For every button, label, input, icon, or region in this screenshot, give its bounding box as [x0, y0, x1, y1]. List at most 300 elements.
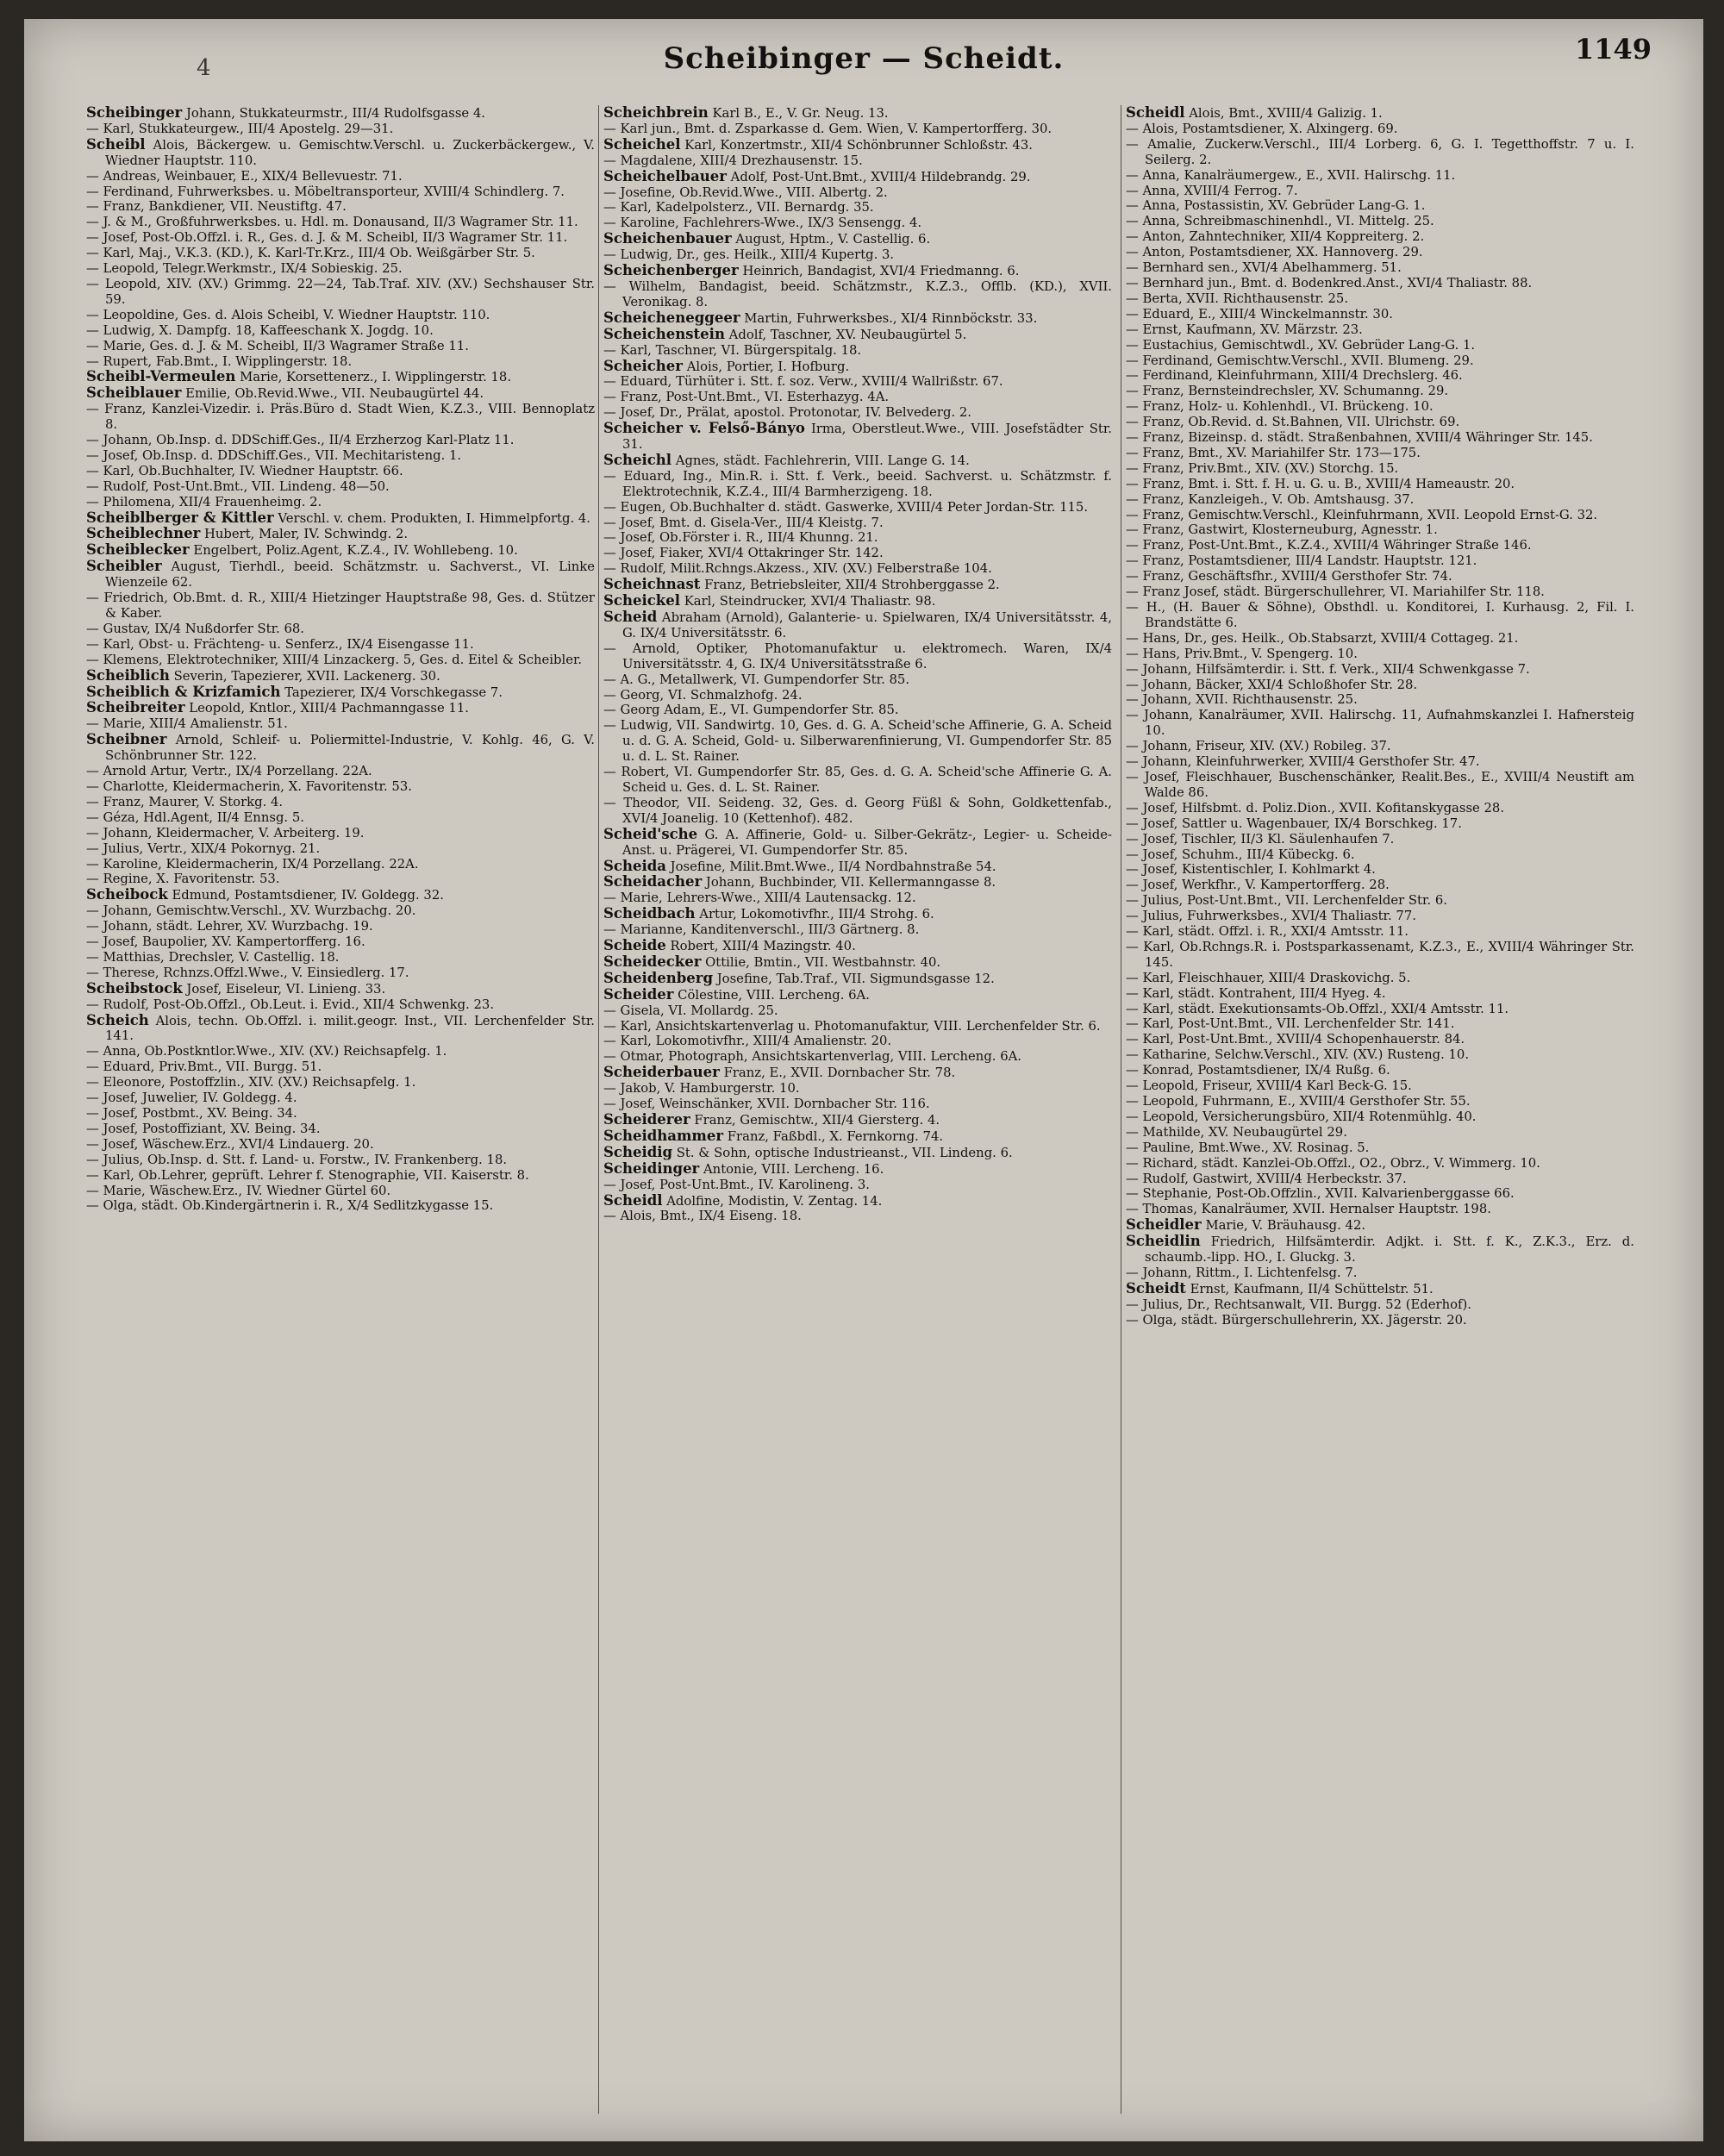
entry-details: — Johann, Hilfsämterdir. i. Stt. f. Verk., XII/4 Schwenkgasse 7. [1126, 661, 1530, 677]
directory-entry [86, 1044, 595, 1059]
directory-entry [86, 841, 595, 857]
directory-entry [603, 1161, 1112, 1178]
directory-entry [86, 997, 595, 1013]
entry-details: — Karl, städt. Kontrahent, III/4 Hyeg. 4. [1126, 985, 1386, 1001]
directory-entry [86, 323, 595, 339]
directory-entry [1126, 214, 1634, 229]
directory-entry [603, 1145, 1112, 1161]
entry-details: Josefine, Tab.Traf., VII. Sigmundsgasse 12. [716, 971, 995, 986]
directory-entry [86, 261, 595, 277]
directory-entry [603, 688, 1112, 703]
entry-details: — Johann, Kleidermacher, V. Arbeiterg. 19. [86, 825, 365, 841]
directory-entry [1126, 384, 1634, 399]
directory-entry [603, 1065, 1112, 1081]
directory-entry [86, 464, 595, 479]
entry-details: — Josef, Werkfhr., V. Kampertorfferg. 28. [1126, 878, 1390, 893]
directory-entry [603, 105, 1112, 122]
entry-details: — Karl, Ob.Lehrer, geprüft. Lehrer f. Stenographie, VII. Kaiserstr. 8. [86, 1167, 529, 1183]
entry-details: Irma, Oberstleut.Wwe., VIII. Josefstädter Str. 31. [622, 422, 1112, 453]
entry-details: — Robert, VI. Gumpendorfer Str. 85, Ges. d. G. A. Scheid'sche Affinerie G. A. Scheid u. Ges. d. L. St. Rainer. [603, 765, 1112, 795]
entry-surname: Scheichnast [603, 576, 701, 593]
directory-entry [1126, 415, 1634, 430]
directory-entry [1126, 368, 1634, 384]
directory-entry [1126, 1234, 1634, 1265]
directory-entry [86, 199, 595, 215]
directory-entry [86, 1075, 595, 1090]
directory-entry [1126, 461, 1634, 477]
entry-details: Franz, Betriebsleiter, XII/4 Strohberggasse 2. [704, 578, 1000, 593]
directory-entry [1126, 399, 1634, 415]
entry-details: — Karl, Obst- u. Frächteng- u. Senferz., IX/4 Eisengasse 11. [86, 636, 474, 652]
entry-details: Tapezierer, IX/4 Vorschkegasse 7. [284, 684, 503, 700]
directory-entry [1126, 1032, 1634, 1047]
entry-details: St. & Sohn, optische Industrieanst., VII. Lindeng. 6. [676, 1145, 1013, 1160]
directory-entry [86, 1059, 595, 1075]
entry-details: — Géza, Hdl.Agent, II/4 Ennsg. 5. [86, 809, 304, 825]
entry-details: — Josef, Postoffiziant, XV. Being. 34. [86, 1121, 321, 1136]
entry-details: August, Hptm., V. Castellig. 6. [735, 232, 931, 247]
entry-details: — Karl, Stukkateurgew., III/4 Apostelg. 29—31. [86, 121, 394, 136]
entry-details: — Franz, Bankdiener, VII. Neustiftg. 47. [86, 199, 347, 215]
directory-entry [1126, 353, 1634, 369]
directory-entry [1126, 909, 1634, 924]
entry-details: — Georg Adam, E., VI. Gumpendorfer Str. 85. [603, 703, 899, 718]
entry-details: — Josef, Schuhm., III/4 Kübeckg. 6. [1126, 847, 1355, 862]
column-left [86, 105, 595, 2122]
entry-details: — Karl, Kadelpolsterz., VII. Bernardg. 35. [603, 200, 874, 216]
directory-entry [603, 374, 1112, 390]
directory-entry [86, 510, 595, 527]
entry-details: — Rudolf, Gastwirt, XVIII/4 Herbeckstr. 37. [1126, 1171, 1407, 1186]
entry-details: — Karl, Post-Unt.Bmt., XVIII/4 Schopenhauerstr. 84. [1126, 1032, 1465, 1047]
directory-entry [1126, 971, 1634, 986]
entry-details: — Leopoldine, Ges. d. Alois Scheibl, V. Wiedner Hauptstr. 110. [86, 307, 490, 322]
directory-entry [86, 857, 595, 872]
directory-entry [1126, 1125, 1634, 1140]
entry-details: Arnold, Schleif- u. Poliermittel-Industrie, V. Kohlg. 46, G. V. Schönbrunner Str. 122. [105, 733, 595, 764]
entry-details: — Anna, Kanalräumergew., E., XVII. Halirschg. 11. [1126, 167, 1456, 183]
entry-surname: Scheid'sche [603, 825, 698, 842]
entry-surname: Scheidt [1126, 1279, 1186, 1297]
directory-entry [86, 934, 595, 950]
entry-details: — Franz, Gemischtw.Verschl., Kleinfuhrmann, XVII. Leopold Ernst-G. 32. [1126, 507, 1598, 522]
entry-surname: Scheidig [603, 1143, 673, 1160]
entry-details: — Marie, Wäschew.Erz., IV. Wiedner Gürtel 60. [86, 1183, 391, 1198]
entry-details: Franz, E., XVII. Dornbacher Str. 78. [723, 1066, 956, 1081]
entry-details: — Anna, Ob.Postkntlor.Wwe., XIV. (XV.) Reichsapfelg. 1. [86, 1044, 447, 1059]
entry-surname: Scheidecker [603, 953, 702, 970]
directory-entry [1126, 584, 1634, 600]
entry-details: Ottilie, Bmtin., VII. Westbahnstr. 40. [705, 954, 941, 970]
entry-details: — Karl, Ansichtskartenverlag u. Photomanufaktur, VIII. Lerchenfelder Str. 6. [603, 1018, 1101, 1034]
directory-entry [86, 700, 595, 716]
entry-details: — Franz, Kanzlei-Vizedir. i. Präs.Büro d. Stadt Wien, K.Z.3., VIII. Bennoplatz 8. [86, 402, 595, 433]
directory-page [24, 19, 1703, 2141]
directory-entry [1126, 708, 1634, 739]
directory-entry [86, 137, 595, 169]
directory-entry [86, 369, 595, 385]
entry-details: — Franz, Bmt., XV. Mariahilfer Str. 173—175. [1126, 445, 1421, 460]
entry-details: — Eugen, Ob.Buchhalter d. städt. Gaswerke, XVIII/4 Peter Jordan-Str. 115. [603, 499, 1089, 515]
entry-details: — Anna, Postassistin, XV. Gebrüder Lang-G. 1. [1126, 198, 1426, 214]
entry-details: — Josef, Sattler u. Wagenbauer, IX/4 Borschkeg. 17. [1126, 816, 1462, 831]
entry-details: Emilie, Ob.Revid.Wwe., VII. Neubaugürtel 44. [185, 386, 484, 402]
entry-details: — Johann, Kleinfuhrwerker, XVIII/4 Gersthofer Str. 47. [1126, 754, 1480, 770]
directory-entry [1126, 538, 1634, 553]
entry-surname: Scheibinger [86, 105, 183, 121]
entry-details: Karl B., E., V. Gr. Neug. 13. [712, 106, 889, 121]
directory-entry [1126, 1047, 1634, 1063]
directory-entry [86, 184, 595, 200]
directory-entry [1126, 647, 1634, 662]
directory-entry [603, 796, 1112, 827]
entry-details: — Ferdinand, Kleinfuhrmann, XIII/4 Drechslerg. 46. [1126, 368, 1463, 384]
directory-entry [603, 247, 1112, 263]
entry-details: — Alois, Postamtsdiener, X. Alxingerg. 69. [1126, 121, 1398, 136]
column-middle [603, 105, 1112, 2122]
entry-surname: Scheickel [603, 592, 680, 609]
directory-entry [1126, 924, 1634, 940]
directory-entry [603, 231, 1112, 247]
directory-entry [86, 919, 595, 934]
entry-surname: Scheiblberger & Kittler [86, 509, 274, 526]
entry-details: — Karl, Taschner, VI. Bürgerspitalg. 18. [603, 342, 862, 358]
directory-entry [1126, 198, 1634, 214]
directory-entry [603, 1003, 1112, 1019]
entry-details: — Franz, Bmt. i. Stt. f. H. u. G. u. B., XVIII/4 Hameaustr. 20. [1126, 476, 1515, 491]
entry-surname: Scheidhammer [603, 1127, 724, 1144]
entry-details: Marie, V. Bräuhausg. 42. [1205, 1218, 1366, 1234]
directory-entry [1126, 508, 1634, 523]
directory-entry [603, 546, 1112, 561]
entry-details: Josefine, Milit.Bmt.Wwe., II/4 Nordbahnstraße 54. [670, 859, 996, 874]
directory-entry [603, 169, 1112, 185]
directory-entry [86, 826, 595, 841]
entry-details: — Leopold, Telegr.Werkmstr., IX/4 Sobieskig. 25. [86, 261, 403, 277]
entry-details: — Franz, Holz- u. Kohlenhdl., VI. Brückeng. 10. [1126, 399, 1434, 415]
entry-surname: Scheider [603, 985, 674, 1003]
directory-entry [603, 954, 1112, 971]
directory-entry [603, 609, 1112, 641]
directory-entry [603, 153, 1112, 169]
directory-entry [1126, 168, 1634, 184]
directory-entry [1126, 291, 1634, 307]
entry-surname: Scheidlin [1126, 1233, 1201, 1250]
entry-details: Alois, Bäckergew. u. Gemischtw.Verschl. u. Zuckerbäckergew., V. Wiedner Hauptstr. 110. [105, 137, 595, 168]
entry-details: — Karl, städt. Exekutionsamts-Ob.Offzl., XXI/4 Amtsstr. 11. [1126, 1001, 1509, 1016]
directory-entry [1126, 307, 1634, 322]
entry-details: — Karl, Ob.Buchhalter, IV. Wiedner Hauptstr. 66. [86, 463, 403, 478]
directory-entry [86, 559, 595, 591]
entry-details: — A. G., Metallwerk, VI. Gumpendorfer Str. 85. [603, 672, 910, 687]
directory-entry [1126, 569, 1634, 584]
entry-surname: Scheichel [603, 135, 681, 153]
entry-details: — Marie, Ges. d. J. & M. Scheibl, II/3 Wagramer Straße 11. [86, 338, 469, 353]
entry-details: — Karl jun., Bmt. d. Zsparkasse d. Gem. Wien, V. Kampertorfferg. 30. [603, 121, 1053, 136]
entry-details: — Eduard, E., XIII/4 Winckelmannstr. 30. [1126, 306, 1393, 322]
entry-details: — Anna, Schreibmaschinenhdl., VI. Mittelg. 25. [1126, 214, 1434, 229]
entry-surname: Scheidinger [603, 1159, 700, 1177]
directory-entry [1126, 878, 1634, 893]
entry-details: — Karoline, Kleidermacherin, IX/4 Porzellang. 22A. [86, 856, 419, 872]
entry-details: — Julius, Dr., Rechtsanwalt, VII. Burgg. 52 (Ederhof). [1126, 1297, 1471, 1312]
entry-details: — Franz, Priv.Bmt., XIV. (XV.) Storchg. 15. [1126, 460, 1399, 476]
entry-details: — Josef, Ob.Förster i. R., III/4 Khunng. 21. [603, 530, 878, 546]
entry-surname: Scheidl [603, 1191, 663, 1209]
directory-entry [86, 1106, 595, 1122]
entry-details: — Karl, Lokomotivfhr., XIII/4 Amalienstr. 20. [603, 1034, 892, 1049]
entry-details: — Ludwig, VII. Sandwirtg. 10, Ges. d. G. A. Scheid'sche Affinerie, G. A. Scheid u. d. G. A. Scheid, Gold- u. Silberwarenfinierung, VI. Gumpendorfer Str. 85 u. d. L. St. Rainer. [603, 718, 1112, 765]
entry-details: — Josef, Dr., Prälat, apostol. Protonotar, IV. Belvederg. 2. [603, 405, 971, 421]
page-number: 1149 [1574, 33, 1652, 66]
entry-details: Alois, techn. Ob.Offzl. i. milit.geogr. Inst., VII. Lerchenfelder Str. 141. [105, 1013, 595, 1044]
directory-entry [603, 987, 1112, 1003]
entry-details: — Josef, Hilfsbmt. d. Poliz.Dion., XVII. Kofitanskygasse 28. [1126, 800, 1505, 816]
entry-details: — Arnold Artur, Vertr., IX/4 Porzellang. 22A. [86, 764, 372, 779]
entry-details: — Josef, Baupolier, XV. Kampertorfferg. 16. [86, 934, 365, 950]
entry-details: — Hans, Priv.Bmt., V. Spengerg. 10. [1126, 646, 1358, 661]
directory-entry [1126, 940, 1634, 971]
entry-details: Johann, Buchbinder, VII. Kellermanngasse 8. [705, 875, 996, 891]
directory-entry [603, 891, 1112, 906]
entry-details: — Ferdinand, Gemischtw.Verschl., XVII. Blumeng. 29. [1126, 353, 1474, 368]
entry-surname: Scheibl [86, 135, 146, 153]
directory-entry [1126, 986, 1634, 1002]
directory-entry [603, 922, 1112, 938]
entry-details: Alois, Bmt., XVIII/4 Galizig. 1. [1189, 106, 1383, 121]
directory-entry [1126, 1016, 1634, 1032]
entry-details: — Franz, Bizeinsp. d. städt. Straßenbahnen, XVIII/4 Währinger Str. 145. [1126, 430, 1593, 446]
entry-details: — Theodor, VII. Seideng. 32, Ges. d. Georg Füßl & Sohn, Goldkettenfab., XVI/4 Joanelig. 10 (Kettenhof). 482. [603, 795, 1112, 826]
directory-entry [1126, 1109, 1634, 1125]
directory-entry [86, 684, 595, 701]
directory-entry [1126, 832, 1634, 847]
directory-entry [603, 279, 1112, 310]
entry-surname: Scheibreiter [86, 699, 185, 716]
directory-entry [603, 185, 1112, 201]
directory-entry [603, 859, 1112, 875]
directory-entry [1126, 1202, 1634, 1217]
entry-details: — Rudolf, Milit.Rchngs.Akzess., XIV. (XV.) Felberstraße 104. [603, 561, 992, 577]
directory-entry [86, 526, 595, 542]
entry-details: — Charlotte, Kleidermacherin, X. Favoritenstr. 53. [86, 778, 412, 794]
directory-entry [1126, 770, 1634, 801]
directory-entry [603, 1128, 1112, 1145]
directory-entry [603, 672, 1112, 688]
directory-entry [86, 903, 595, 919]
entry-details: — Franz, Post-Unt.Bmt., VI. Esterhazyg. 4A. [603, 390, 890, 405]
entry-details: Severin, Tapezierer, XVII. Lackenerg. 30. [173, 668, 440, 684]
entry-details: — Gustav, IX/4 Nußdorfer Str. 68. [86, 621, 304, 636]
entry-surname: Scheiblechner [86, 525, 201, 542]
entry-details: — Julius, Vertr., XIX/4 Pokornyg. 21. [86, 841, 321, 856]
directory-entry [603, 938, 1112, 954]
entry-details: — Josef, Weinschänker, XVII. Dornbacher Str. 116. [603, 1097, 930, 1112]
directory-entry [603, 453, 1112, 469]
entry-details: — Johann, Kanalräumer, XVII. Halirschg. 11, Aufnahmskanzlei I. Hafnersteig 10. [1126, 708, 1634, 739]
directory-entry [1126, 1297, 1634, 1313]
entry-details: — Josef, Fleischhauer, Buschenschänker, Realit.Bes., E., XVIII/4 Neustift am Walde 86. [1126, 769, 1634, 800]
entry-details: — Berta, XVII. Richthausenstr. 25. [1126, 291, 1349, 306]
directory-entry [1126, 522, 1634, 538]
entry-surname: Scheibner [86, 731, 167, 748]
entry-details: — Rudolf, Post-Unt.Bmt., VII. Lindeng. 48—50. [86, 478, 390, 494]
entry-details: — H., (H. Bauer & Söhne), Obsthdl. u. Konditorei, I. Kurhausg. 2, Fil. I. Brandstätte 6. [1126, 600, 1634, 630]
entry-details: — Marie, XIII/4 Amalienstr. 51. [86, 716, 288, 732]
entry-surname: Scheiderbauer [603, 1064, 720, 1081]
directory-entry [603, 718, 1112, 765]
entry-surname: Scheicher v. Felső-Bányo [603, 420, 805, 437]
entry-details: Friedrich, Hilfsämterdir. Adjkt. i. Stt. f. K., Z.K.3., Erz. d. schaumb.-lipp. HO., I. Gluckg. 3. [1145, 1234, 1634, 1265]
directory-entry [86, 339, 595, 354]
directory-entry [86, 764, 595, 779]
entry-details: — Johann, Ob.Insp. d. DDSchiff.Ges., II/4 Erzherzog Karl-Platz 11. [86, 433, 515, 448]
entry-details: — Katharine, Selchw.Verschl., XIV. (XV.) Rusteng. 10. [1126, 1047, 1470, 1063]
directory-entry [603, 216, 1112, 231]
entry-details: — Franz, Bernsteindrechsler, XV. Schumanng. 29. [1126, 384, 1449, 399]
directory-entry [86, 1013, 595, 1045]
directory-entry [86, 354, 595, 370]
entry-details: — Franz, Kanzleigeh., V. Ob. Amtshausg. 37. [1126, 491, 1415, 507]
entry-details: — Karl, städt. Offzl. i. R., XXI/4 Amtsstr. 11. [1126, 924, 1409, 940]
entry-details: — Amalie, Zuckerw.Verschl., III/4 Lorberg. 6, G. I. Tegetthoffstr. 7 u. I. Seilerg. 2. [1126, 136, 1634, 167]
directory-entry [86, 622, 595, 637]
directory-entry [1126, 893, 1634, 909]
directory-entry [86, 591, 595, 622]
directory-entry [603, 405, 1112, 421]
directory-entry [1126, 184, 1634, 199]
directory-entry [1126, 692, 1634, 708]
entry-details: — Anton, Zahntechniker, XII/4 Koppreiterg. 2. [1126, 229, 1425, 245]
directory-entry [86, 277, 595, 308]
directory-entry [603, 593, 1112, 609]
directory-entry [86, 1198, 595, 1214]
directory-entry [1126, 122, 1634, 137]
entry-details: Engelbert, Poliz.Agent, K.Z.4., IV. Wohllebeng. 10. [193, 543, 518, 559]
entry-details: — Johann, Friseur, XIV. (XV.) Robileg. 37. [1126, 739, 1391, 754]
entry-details: — Hans, Dr., ges. Heilk., Ob.Stabsarzt, XVIII/4 Cottageg. 21. [1126, 630, 1519, 646]
entry-details: — Franz, Gastwirt, Klosterneuburg, Agnesstr. 1. [1126, 522, 1438, 538]
column-right [1126, 105, 1634, 2122]
directory-entry [603, 530, 1112, 546]
entry-details: Heinrich, Bandagist, XVI/4 Friedmanng. 6. [742, 264, 1020, 279]
entry-details: — Georg, VI. Schmalzhofg. 24. [603, 687, 803, 703]
entry-details: G. A. Affinerie, Gold- u. Silber-Gekrätz-, Legier- u. Scheide-Anst. u. Prägerei, VI. Gumpendorfer Str. 85. [622, 827, 1112, 858]
entry-details: — Julius, Ob.Insp. d. Stt. f. Land- u. Forstw., IV. Frankenberg. 18. [86, 1152, 508, 1167]
directory-entry [86, 169, 595, 184]
entry-details: — Philomena, XII/4 Frauenheimg. 2. [86, 494, 322, 509]
directory-entry [1126, 678, 1634, 693]
directory-entry [86, 433, 595, 448]
directory-entry [86, 215, 595, 230]
entry-details: Robert, XIII/4 Mazingstr. 40. [670, 939, 856, 954]
directory-entry [1126, 1313, 1634, 1328]
entry-surname: Scheida [603, 857, 666, 874]
entry-details: — Julius, Fuhrwerksbes., XVI/4 Thaliastr. 77. [1126, 909, 1416, 924]
entry-details: Adolf, Taschner, XV. Neubaugürtel 5. [728, 327, 967, 342]
directory-entry [86, 1184, 595, 1199]
entry-details: — Alois, Bmt., IX/4 Eiseng. 18. [603, 1209, 802, 1224]
entry-surname: Scheichbrein [603, 105, 709, 121]
entry-details: — Marie, Lehrers-Wwe., XIII/4 Lautensackg. 12. [603, 891, 916, 906]
column-divider [598, 105, 599, 2114]
entry-details: — Josefine, Ob.Revid.Wwe., VIII. Albertg. 2. [603, 184, 888, 200]
directory-entry [1126, 862, 1634, 878]
entry-details: — Eduard, Priv.Bmt., VII. Burgg. 51. [86, 1059, 322, 1075]
directory-entry [1126, 105, 1634, 122]
directory-entry [1126, 1172, 1634, 1187]
directory-entry [603, 1193, 1112, 1209]
running-head: Scheibinger — Scheidt. [663, 41, 1065, 76]
entry-details: Ernst, Kaufmann, II/4 Schüttelstr. 51. [1190, 1281, 1434, 1297]
entry-details: — Stephanie, Post-Ob.Offzlin., XVII. Kalvarienberggasse 66. [1126, 1186, 1515, 1202]
entry-details: Cölestine, VIII. Lercheng. 6A. [678, 987, 870, 1003]
directory-entry [1126, 1140, 1634, 1156]
entry-details: — Eduard, Türhüter i. Stt. f. soz. Verw., XVIII/4 Wallrißstr. 67. [603, 374, 1003, 390]
entry-details: Martin, Fuhrwerksbes., XI/4 Rinnböckstr. 33. [744, 310, 1038, 326]
directory-entry [86, 385, 595, 402]
entry-details: Antonie, VIII. Lercheng. 16. [703, 1161, 884, 1177]
entry-surname: Scheichenstein [603, 325, 725, 342]
directory-entry [1126, 137, 1634, 168]
entry-details: — Josef, Postbmt., XV. Being. 34. [86, 1106, 297, 1121]
entry-details: — Marianne, Kanditenverschl., III/3 Gärtnerg. 8. [603, 922, 920, 938]
directory-entry [1126, 1078, 1634, 1094]
directory-entry [86, 246, 595, 261]
directory-entry [603, 310, 1112, 327]
entry-surname: Scheiblich [86, 666, 170, 684]
entry-details: — Josef, Kistentischler, I. Kohlmarkt 4. [1126, 862, 1376, 878]
entry-surname: Scheibl-Vermeulen [86, 368, 236, 385]
entry-surname: Scheich [86, 1011, 149, 1028]
entry-details: Agnes, städt. Fachlehrerin, VIII. Lange G. 14. [675, 453, 970, 468]
entry-surname: Scheichenbauer [603, 230, 732, 247]
directory-entry [603, 200, 1112, 216]
entry-details: — Magdalene, XIII/4 Drezhausenstr. 15. [603, 153, 863, 168]
entry-details: — Konrad, Postamtsdiener, IX/4 Rußg. 6. [1126, 1063, 1390, 1078]
entry-details: — Otmar, Photograph, Ansichtskartenverlag, VIII. Lercheng. 6A. [603, 1049, 1021, 1065]
entry-details: — Johann, Bäcker, XXI/4 Schloßhofer Str. 28. [1126, 677, 1418, 692]
entry-details: Adolfine, Modistin, V. Zentag. 14. [666, 1193, 883, 1209]
entry-details: — Thomas, Kanalräumer, XVII. Hernalser Hauptstr. 198. [1126, 1202, 1491, 1217]
entry-details: Josef, Eiseleur, VI. Linieng. 33. [186, 981, 386, 997]
entry-surname: Scheichl [603, 451, 672, 468]
entry-surname: Scheiblich & Krizfamich [86, 683, 281, 700]
entry-details: — J. & M., Großfuhrwerksbes. u. Hdl. m. Donausand, II/3 Wagramer Str. 11. [86, 215, 578, 230]
entry-surname: Scheibler [86, 558, 162, 575]
entry-details: — Therese, Rchnzs.Offzl.Wwe., V. Einsiedlerg. 17. [86, 965, 409, 980]
directory-entry [1126, 245, 1634, 260]
entry-details: — Franz, Geschäftsfhr., XVIII/4 Gersthofer Str. 74. [1126, 569, 1452, 584]
directory-entry [603, 1097, 1112, 1112]
entry-details: Adolf, Post-Unt.Bmt., XVIII/4 Hildebrandg. 29. [730, 169, 1031, 184]
directory-entry [1126, 739, 1634, 754]
entry-details: — Anton, Postamtsdiener, XX. Hannoverg. 29. [1126, 245, 1423, 260]
entry-surname: Scheiblauer [86, 384, 182, 402]
directory-entry [1126, 1094, 1634, 1109]
directory-entry [86, 122, 595, 137]
directory-entry [86, 495, 595, 510]
entry-details: — Josef, Fiaker, XVI/4 Ottakringer Str. 142. [603, 546, 884, 561]
directory-entry [86, 810, 595, 826]
directory-entry [86, 448, 595, 464]
entry-surname: Scheidacher [603, 873, 703, 891]
entry-surname: Scheicheneggeer [603, 309, 740, 326]
directory-entry [603, 561, 1112, 577]
entry-details: — Franz Josef, städt. Bürgerschullehrer, VI. Mariahilfer Str. 118. [1126, 584, 1546, 600]
directory-entry [86, 872, 595, 887]
entry-surname: Scheid [603, 609, 658, 625]
